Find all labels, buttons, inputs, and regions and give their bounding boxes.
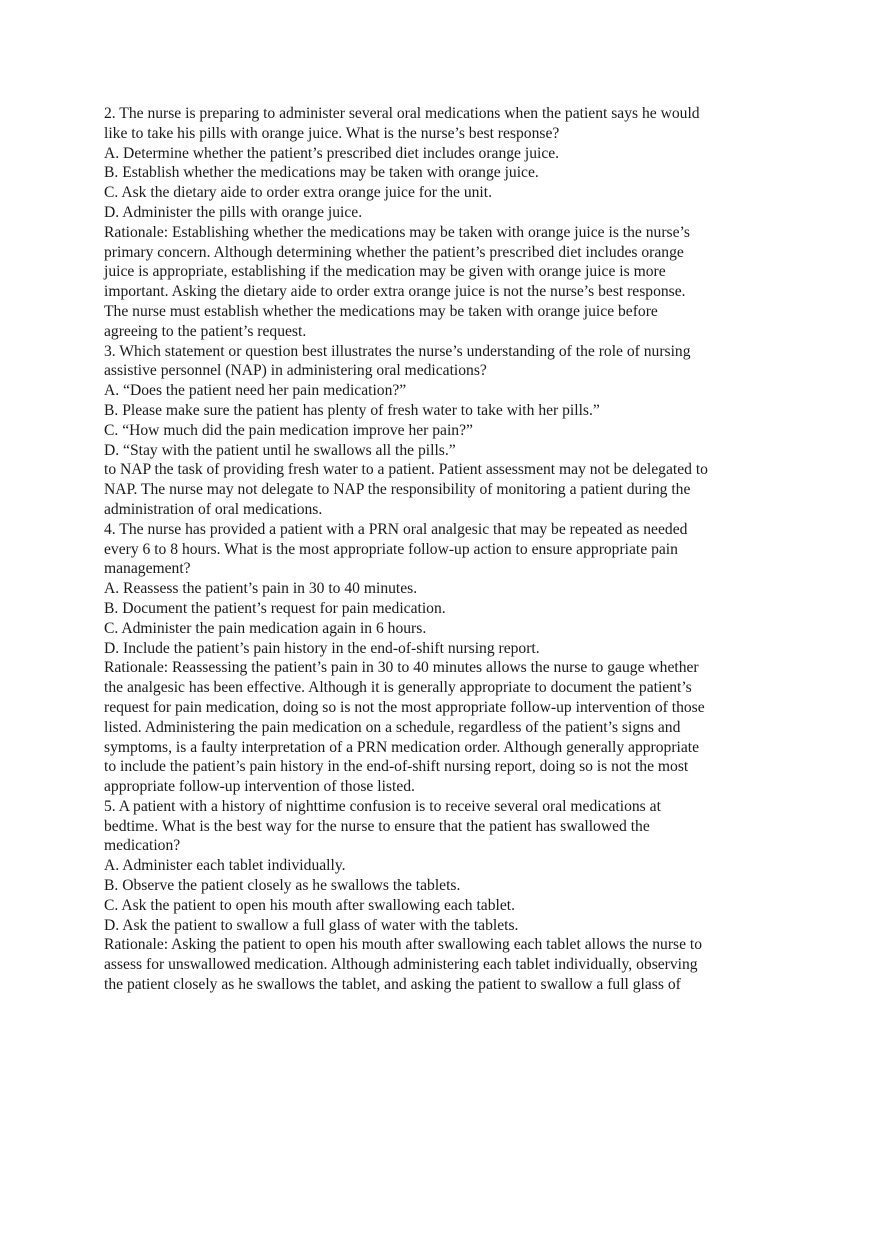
- text-line: appropriate follow-up intervention of those listed.: [104, 778, 415, 796]
- text-line: the patient closely as he swallows the tablet, and asking the patient to swallow a full glass of: [104, 976, 681, 994]
- text-line: A. Determine whether the patient’s prescribed diet includes orange juice.: [104, 144, 560, 162]
- text-line: bedtime. What is the best way for the nurse to ensure that the patient has swallowed the: [104, 817, 650, 835]
- text-line: 5. A patient with a history of nighttime confusion is to receive several oral medications at: [104, 797, 661, 815]
- text-line: NAP. The nurse may not delegate to NAP the responsibility of monitoring a patient during the: [104, 481, 691, 499]
- text-line: Rationale: Reassessing the patient’s pain in 30 to 40 minutes allows the nurse to gauge whether: [104, 659, 699, 677]
- text-line: A. “Does the patient need her pain medication?”: [104, 382, 407, 400]
- text-line: The nurse must establish whether the medications may be taken with orange juice before: [104, 302, 658, 320]
- text-line: the analgesic has been effective. Although it is generally appropriate to document the patient’s: [104, 679, 692, 697]
- text-line: C. Administer the pain medication again in 6 hours.: [104, 619, 427, 637]
- text-line: 3. Which statement or question best illustrates the nurse’s understanding of the role of nursing: [104, 342, 691, 360]
- text-line: B. Establish whether the medications may be taken with orange juice.: [104, 164, 539, 182]
- text-line: medication?: [104, 837, 181, 855]
- text-line: D. “Stay with the patient until he swallows all the pills.”: [104, 441, 456, 459]
- text-line: 4. The nurse has provided a patient with a PRN oral analgesic that may be repeated as needed: [104, 520, 688, 538]
- text-line: C. “How much did the pain medication improve her pain?”: [104, 421, 473, 439]
- document-body: [104, 104, 794, 995]
- text-line: B. Document the patient’s request for pain medication.: [104, 599, 446, 617]
- text-line: primary concern. Although determining whether the patient’s prescribed diet includes orange: [104, 243, 684, 261]
- text-line: D. Include the patient’s pain history in the end-of-shift nursing report.: [104, 639, 540, 657]
- text-line: assess for unswallowed medication. Although administering each tablet individually, observing: [104, 956, 698, 974]
- text-line: Rationale: Establishing whether the medications may be taken with orange juice is the nurse’s: [104, 223, 690, 241]
- text-line: C. Ask the patient to open his mouth after swallowing each tablet.: [104, 896, 515, 914]
- text-line: C. Ask the dietary aide to order extra orange juice for the unit.: [104, 184, 492, 202]
- text-line: agreeing to the patient’s request.: [104, 322, 307, 340]
- text-line: assistive personnel (NAP) in administering oral medications?: [104, 362, 487, 380]
- text-line: A. Administer each tablet individually.: [104, 857, 346, 875]
- text-line: to include the patient’s pain history in the end-of-shift nursing report, doing so is not the most: [104, 758, 689, 776]
- text-line: 2. The nurse is preparing to administer several oral medications when the patient says he would: [104, 105, 700, 122]
- text-line: symptoms, is a faulty interpretation of a PRN medication order. Although generally appropriate: [104, 738, 700, 756]
- text-line: listed. Administering the pain medication on a schedule, regardless of the patient’s signs and: [104, 718, 681, 736]
- text-line: like to take his pills with orange juice. What is the nurse’s best response?: [104, 124, 560, 142]
- text-line: Rationale: Asking the patient to open his mouth after swallowing each tablet allows the nurse to: [104, 936, 703, 954]
- text-line: request for pain medication, doing so is not the most appropriate follow-up intervention of those: [104, 698, 705, 716]
- text-line: A. Reassess the patient’s pain in 30 to 40 minutes.: [104, 580, 418, 598]
- text-line: juice is appropriate, establishing if the medication may be given with orange juice is more: [104, 263, 666, 281]
- text-line: B. Observe the patient closely as he swallows the tablets.: [104, 877, 461, 895]
- text-line: D. Ask the patient to swallow a full glass of water with the tablets.: [104, 916, 519, 934]
- text-line: to NAP the task of providing fresh water to a patient. Patient assessment may not be delegated to: [104, 461, 708, 479]
- text-line: every 6 to 8 hours. What is the most appropriate follow-up action to ensure appropriate pain: [104, 540, 678, 558]
- text-line: important. Asking the dietary aide to order extra orange juice is not the nurse’s best response.: [104, 283, 686, 301]
- text-line: D. Administer the pills with orange juice.: [104, 203, 363, 221]
- text-line: administration of oral medications.: [104, 500, 323, 518]
- text-line: management?: [104, 560, 191, 578]
- text-line: B. Please make sure the patient has plenty of fresh water to take with her pills.”: [104, 401, 600, 419]
